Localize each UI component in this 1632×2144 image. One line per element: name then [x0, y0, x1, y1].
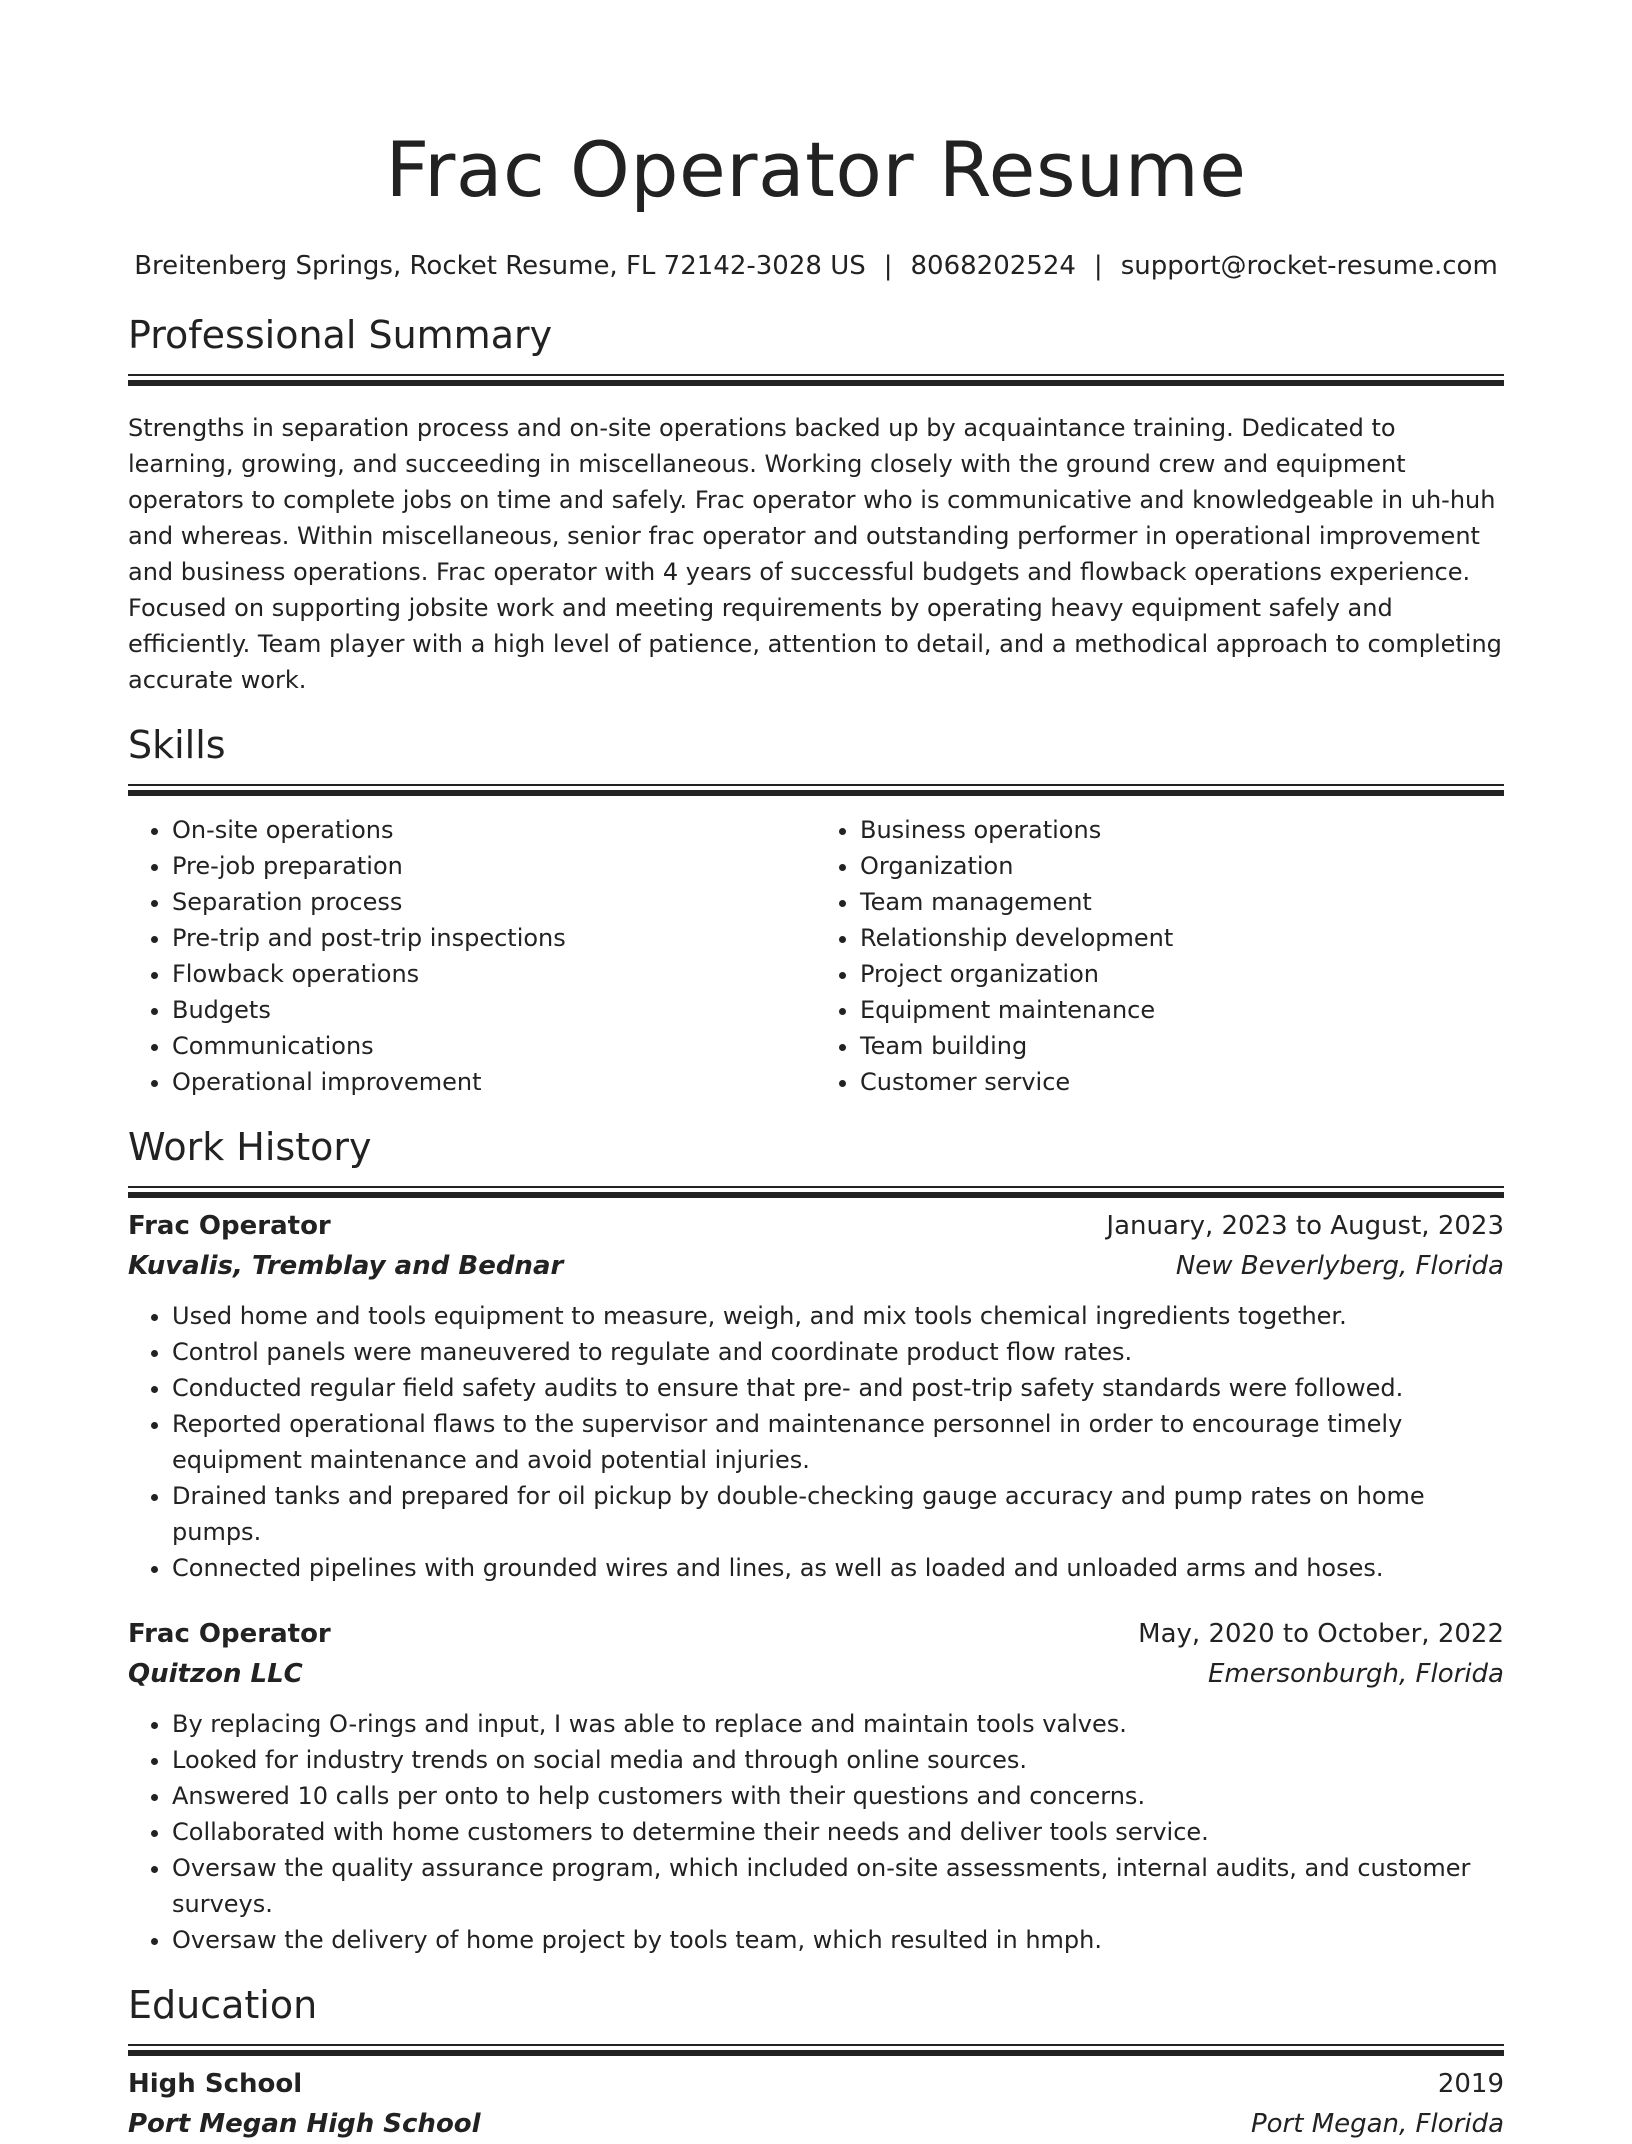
job-header	[128, 1614, 1504, 1654]
skill-item: • Organization	[860, 848, 1504, 884]
education-location: Port Megan, Florida	[1250, 2109, 1504, 2139]
skill-item: • Team building	[860, 1028, 1504, 1064]
job-company: Quitzon LLC	[128, 1659, 303, 1689]
skill-item: • Pre-job preparation	[172, 848, 816, 884]
summary-section	[128, 310, 1504, 698]
section-divider	[128, 784, 1504, 786]
skills-columns	[128, 812, 1504, 1100]
job-dates: May, 2020 to October, 2022	[1138, 1619, 1504, 1649]
work-history-heading: Work History	[128, 1125, 372, 1169]
contact-email: support@rocket-resume.com	[1120, 251, 1498, 281]
skill-item: • Relationship development	[860, 920, 1504, 956]
education-year: 2019	[1437, 2069, 1504, 2099]
job-subheader	[128, 1246, 1504, 1286]
education-heading: Education	[128, 1983, 318, 2027]
skill-item: • On-site operations	[172, 812, 816, 848]
job-duties	[128, 1706, 1504, 1958]
skill-item: • Budgets	[172, 992, 816, 1028]
skill-item: • Operational improvement	[172, 1064, 816, 1100]
duty-item: • Collaborated with home customers to determine their needs and deliver tools service.	[172, 1814, 1504, 1850]
skill-item: • Pre-trip and post-trip inspections	[172, 920, 816, 956]
duty-item: • Answered 10 calls per onto to help customers with their questions and concerns.	[172, 1778, 1504, 1814]
duty-item: • Looked for industry trends on social media and through online sources.	[172, 1742, 1504, 1778]
job-dates: January, 2023 to August, 2023	[1106, 1211, 1504, 1241]
skills-heading: Skills	[128, 723, 226, 767]
summary-text: Strengths in separation process and on-site operations backed up by acquaintance training. Dedicated to learning, growing, and succeeding in miscellaneous. Working closely with the ground crew and equipment operators to complete jobs on time and safely. Frac operator who is communicative and knowledgeable in uh-huh and whereas. Within miscellaneous, senior frac operator and outstanding performer in operational improvement and business operations. Frac operator with 4 years of successful budgets and flowback operations experience. Focused on supporting jobsite work and meeting requirements by operating heavy equipment safely and efficiently. Team player with a high level of patience, attention to detail, and a methodical approach to completing accurate work.	[128, 414, 1502, 694]
duty-item: • Oversaw the quality assurance program, which included on-site assessments, internal audits, and customer surveys.	[172, 1850, 1504, 1922]
section-divider	[128, 2044, 1504, 2046]
duty-item: • Conducted regular field safety audits to ensure that pre- and post-trip safety standards were followed.	[172, 1370, 1504, 1406]
skills-list-left	[128, 812, 816, 1100]
contact-separator: |	[1093, 251, 1103, 281]
education-school: Port Megan High School	[128, 2109, 481, 2139]
skill-item: • Business operations	[860, 812, 1504, 848]
resume-title: Frac Operator Resume	[385, 125, 1247, 214]
skill-item: • Flowback operations	[172, 956, 816, 992]
job-duties	[128, 1298, 1504, 1586]
skill-item: • Communications	[172, 1028, 816, 1064]
skill-item: • Equipment maintenance	[860, 992, 1504, 1028]
work-history-section	[128, 1122, 1504, 1958]
duty-item: • Control panels were maneuvered to regulate and coordinate product flow rates.	[172, 1334, 1504, 1370]
job-location: New Beverlyberg, Florida	[1175, 1251, 1504, 1281]
job-title: Frac Operator	[128, 1619, 331, 1649]
skill-item: • Project organization	[860, 956, 1504, 992]
duty-item: • Oversaw the delivery of home project by tools team, which resulted in hmph.	[172, 1922, 1504, 1958]
section-divider	[128, 1186, 1504, 1188]
skill-item: • Team management	[860, 884, 1504, 920]
education-subheader	[128, 2104, 1504, 2144]
duty-item: • Connected pipelines with grounded wires and lines, as well as loaded and unloaded arms and hoses.	[172, 1550, 1504, 1586]
section-divider	[128, 374, 1504, 376]
job-company: Kuvalis, Tremblay and Bednar	[128, 1251, 564, 1281]
contact-line	[128, 248, 1504, 284]
contact-address: Breitenberg Springs, Rocket Resume, FL 72142-3028 US	[134, 251, 866, 281]
contact-phone: 8068202524	[910, 251, 1076, 281]
duty-item: • Reported operational flaws to the supervisor and maintenance personnel in order to encourage timely equipment maintenance and avoid potential injuries.	[172, 1406, 1504, 1478]
duty-item: • By replacing O-rings and input, I was able to replace and maintain tools valves.	[172, 1706, 1504, 1742]
job-entry	[128, 1614, 1504, 1958]
job-entry	[128, 1206, 1504, 1586]
education-section	[128, 1980, 1504, 2144]
education-header	[128, 2064, 1504, 2104]
skill-item: • Separation process	[172, 884, 816, 920]
job-header	[128, 1206, 1504, 1246]
education-entry	[128, 2064, 1504, 2144]
duty-item: • Drained tanks and prepared for oil pickup by double-checking gauge accuracy and pump rates on home pumps.	[172, 1478, 1504, 1550]
skill-item: • Customer service	[860, 1064, 1504, 1100]
job-location: Emersonburgh, Florida	[1208, 1659, 1504, 1689]
skills-section	[128, 720, 1504, 1100]
job-subheader	[128, 1654, 1504, 1694]
duty-item: • Used home and tools equipment to measure, weigh, and mix tools chemical ingredients together.	[172, 1298, 1504, 1334]
contact-separator: |	[883, 251, 893, 281]
skills-list-right	[816, 812, 1504, 1100]
education-degree: High School	[128, 2069, 303, 2099]
summary-heading: Professional Summary	[128, 313, 553, 357]
job-title: Frac Operator	[128, 1211, 331, 1241]
